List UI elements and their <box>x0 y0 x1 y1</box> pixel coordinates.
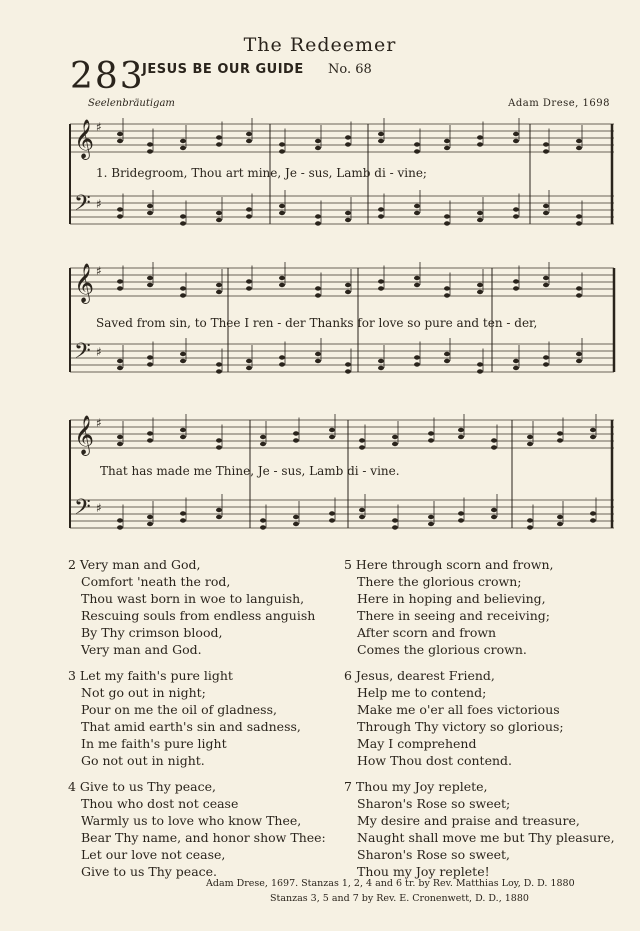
note-head <box>458 511 464 515</box>
verse-line: Go not out in night. <box>81 753 205 768</box>
note-head <box>279 283 285 287</box>
verse-line: Thou wast born in woe to languish, <box>81 591 305 606</box>
note-head <box>543 283 549 287</box>
verse-line: By Thy crimson blood, <box>81 625 223 640</box>
sharp-icon: ♯ <box>96 501 102 515</box>
note-head <box>557 438 563 442</box>
verse-line: There in seeing and receiving; <box>357 608 550 623</box>
right-verse <box>344 556 615 658</box>
note-head <box>414 211 420 215</box>
note-head <box>576 352 582 356</box>
note-head <box>315 221 321 225</box>
note-head <box>414 142 420 146</box>
note-head <box>117 366 123 370</box>
verse-line: 6 Jesus, dearest Friend, <box>344 668 495 683</box>
note-head <box>216 290 222 294</box>
note-head <box>180 352 186 356</box>
note-head <box>378 132 384 136</box>
note-head <box>345 218 351 222</box>
verse-line: Help me to contend; <box>357 685 487 700</box>
note-head <box>543 142 549 146</box>
bass-clef-icon: 𝄢 <box>74 495 91 525</box>
note-head <box>458 518 464 522</box>
note-head <box>477 290 483 294</box>
note-head <box>246 207 252 211</box>
note-head <box>117 518 123 522</box>
note-head <box>444 139 450 143</box>
note-head <box>147 149 153 153</box>
hymn-title: JESUS BE OUR GUIDE <box>142 62 304 77</box>
note-head <box>147 362 153 366</box>
note-head <box>444 293 450 297</box>
note-head <box>477 218 483 222</box>
note-head <box>216 369 222 373</box>
note-head <box>345 369 351 373</box>
note-head <box>576 146 582 150</box>
sharp-icon: ♯ <box>96 197 102 211</box>
note-head <box>180 293 186 297</box>
note-head <box>590 518 596 522</box>
verse-line: Very man and God. <box>81 642 202 657</box>
note-head <box>392 525 398 529</box>
note-head <box>428 522 434 526</box>
verse-line: Thou my Joy replete! <box>357 864 490 879</box>
sharp-icon: ♯ <box>96 345 102 359</box>
verse-line: May I comprehend <box>357 736 477 751</box>
note-head <box>180 221 186 225</box>
verse-line: Through Thy victory so glorious; <box>357 719 564 734</box>
verse-line: Sharon's Rose so sweet, <box>357 847 510 862</box>
verse-line: There the glorious crown; <box>357 574 522 589</box>
note-head <box>513 207 519 211</box>
note-head <box>216 211 222 215</box>
note-head <box>117 286 123 290</box>
note-head <box>557 515 563 519</box>
section-title: The Redeemer <box>243 34 397 56</box>
verse-line: Comes the glorious crown. <box>357 642 527 657</box>
note-head <box>147 438 153 442</box>
note-head <box>543 211 549 215</box>
verses-left <box>68 556 326 889</box>
verse-line: Sharon's Rose so sweet; <box>357 796 511 811</box>
note-head <box>345 135 351 139</box>
verse-line: 7 Thou my Joy replete, <box>344 779 488 794</box>
note-head <box>477 142 483 146</box>
note-head <box>279 362 285 366</box>
note-head <box>576 359 582 363</box>
verse-line: 5 Here through scorn and frown, <box>344 557 554 572</box>
note-head <box>576 214 582 218</box>
note-head <box>345 142 351 146</box>
note-head <box>359 445 365 449</box>
note-head <box>260 518 266 522</box>
note-head <box>477 211 483 215</box>
note-head <box>590 435 596 439</box>
note-head <box>180 139 186 143</box>
note-head <box>543 276 549 280</box>
note-head <box>293 438 299 442</box>
note-head <box>527 525 533 529</box>
note-head <box>279 149 285 153</box>
verse-line: Bear Thy name, and honor show Thee: <box>81 830 326 845</box>
note-head <box>293 522 299 526</box>
verse-line: My desire and praise and treasure, <box>357 813 580 828</box>
verse-line: Warmly us to love who know Thee, <box>81 813 302 828</box>
verse-line: How Thou dost contend. <box>357 753 512 768</box>
note-head <box>246 359 252 363</box>
note-head <box>378 359 384 363</box>
note-head <box>378 286 384 290</box>
note-head <box>279 355 285 359</box>
note-head <box>414 204 420 208</box>
note-head <box>293 431 299 435</box>
note-head <box>576 286 582 290</box>
note-head <box>117 435 123 439</box>
note-head <box>147 204 153 208</box>
note-head <box>527 435 533 439</box>
verse-line: Comfort 'neath the rod, <box>81 574 231 589</box>
note-head <box>246 286 252 290</box>
note-head <box>147 142 153 146</box>
note-head <box>378 279 384 283</box>
left-verse <box>68 778 326 880</box>
note-head <box>117 525 123 529</box>
verse-line: Naught shall move me but Thy pleasure, <box>357 830 615 845</box>
note-head <box>147 522 153 526</box>
note-head <box>315 352 321 356</box>
left-verse <box>68 667 326 769</box>
note-head <box>147 211 153 215</box>
note-head <box>216 283 222 287</box>
note-head <box>117 207 123 211</box>
note-head <box>246 279 252 283</box>
verse-line: That amid earth's sin and sadness, <box>81 719 301 734</box>
hymn-number-ref: No. 68 <box>328 62 372 77</box>
note-head <box>513 359 519 363</box>
composer: Adam Drese, 1698 <box>508 98 610 109</box>
note-head <box>180 511 186 515</box>
note-head <box>147 515 153 519</box>
note-head <box>444 286 450 290</box>
note-head <box>557 431 563 435</box>
note-head <box>513 279 519 283</box>
note-head <box>458 435 464 439</box>
note-head <box>491 508 497 512</box>
note-head <box>260 435 266 439</box>
note-head <box>147 283 153 287</box>
verse-line: 4 Give to us Thy peace, <box>68 779 216 794</box>
note-head <box>329 518 335 522</box>
verse-line: Rescuing souls from endless anguish <box>81 608 316 623</box>
verse-line: 2 Very man and God, <box>68 557 201 572</box>
note-head <box>147 431 153 435</box>
verse-line: Let our love not cease, <box>81 847 226 862</box>
verse-line: In me faith's pure light <box>81 736 227 751</box>
note-head <box>378 207 384 211</box>
note-head <box>117 214 123 218</box>
note-head <box>260 525 266 529</box>
note-head <box>527 442 533 446</box>
note-head <box>246 214 252 218</box>
note-head <box>392 518 398 522</box>
note-head <box>117 132 123 136</box>
note-head <box>216 515 222 519</box>
tune-name: Seelenbräutigam <box>88 98 175 109</box>
note-head <box>491 438 497 442</box>
note-head <box>180 518 186 522</box>
note-head <box>359 508 365 512</box>
note-head <box>117 279 123 283</box>
treble-clef-icon: 𝄞 <box>74 263 95 303</box>
note-head <box>378 214 384 218</box>
note-head <box>491 515 497 519</box>
note-head <box>216 508 222 512</box>
note-head <box>315 293 321 297</box>
note-head <box>378 366 384 370</box>
sharp-icon: ♯ <box>96 120 102 134</box>
sharp-icon: ♯ <box>96 416 102 430</box>
note-head <box>279 211 285 215</box>
footer-credit-1: Adam Drese, 1697. Stanzas 1, 2, 4 and 6 tr. by Rev. Matthias Loy, D. D. 1880 <box>206 878 575 889</box>
note-head <box>428 438 434 442</box>
note-head <box>458 428 464 432</box>
sharp-icon: ♯ <box>96 264 102 278</box>
note-head <box>428 515 434 519</box>
note-head <box>576 139 582 143</box>
note-head <box>477 135 483 139</box>
note-head <box>477 369 483 373</box>
note-head <box>543 149 549 153</box>
note-head <box>329 511 335 515</box>
note-head <box>180 214 186 218</box>
note-head <box>329 428 335 432</box>
verse-line: Pour on me the oil of gladness, <box>81 702 277 717</box>
note-head <box>117 139 123 143</box>
note-head <box>216 142 222 146</box>
note-head <box>414 283 420 287</box>
note-head <box>513 366 519 370</box>
note-head <box>543 362 549 366</box>
note-head <box>147 355 153 359</box>
bass-clef-icon: 𝄢 <box>74 339 91 369</box>
left-verse <box>68 556 326 658</box>
note-head <box>414 362 420 366</box>
note-head <box>444 359 450 363</box>
note-head <box>392 442 398 446</box>
note-head <box>543 204 549 208</box>
note-head <box>414 355 420 359</box>
verse-line: After scorn and frown <box>357 625 497 640</box>
note-head <box>513 214 519 218</box>
note-head <box>513 139 519 143</box>
footer-credit-2: Stanzas 3, 5 and 7 by Rev. E. Cronenwett, D. D., 1880 <box>270 893 529 904</box>
note-head <box>147 276 153 280</box>
note-head <box>590 428 596 432</box>
verse-line: Make me o'er all foes victorious <box>357 702 560 717</box>
right-verse <box>344 778 615 880</box>
note-head <box>246 132 252 136</box>
note-head <box>428 431 434 435</box>
note-head <box>329 435 335 439</box>
note-head <box>359 438 365 442</box>
bass-clef-icon: 𝄢 <box>74 191 91 221</box>
note-head <box>543 355 549 359</box>
note-head <box>246 139 252 143</box>
lyrics-line-1: 1. Bridegroom, Thou art mine, Je - sus, Lamb di - vine; <box>96 166 427 180</box>
note-head <box>315 214 321 218</box>
note-head <box>444 146 450 150</box>
note-head <box>378 139 384 143</box>
note-head <box>117 442 123 446</box>
note-head <box>477 283 483 287</box>
lyrics-line-2: Saved from sin, to Thee I ren - der Thanks for love so pure and ten - der, <box>96 316 538 330</box>
note-head <box>513 132 519 136</box>
verse-line: Here in hoping and believing, <box>357 591 546 606</box>
verse-line: Not go out in night; <box>81 685 206 700</box>
treble-clef-icon: 𝄞 <box>74 415 95 455</box>
note-head <box>444 352 450 356</box>
note-head <box>345 290 351 294</box>
note-head <box>279 204 285 208</box>
note-head <box>180 428 186 432</box>
note-head <box>444 214 450 218</box>
note-head <box>315 286 321 290</box>
note-head <box>491 445 497 449</box>
verse-line: 3 Let my faith's pure light <box>68 668 233 683</box>
note-head <box>216 438 222 442</box>
note-head <box>576 221 582 225</box>
note-head <box>216 135 222 139</box>
note-head <box>345 283 351 287</box>
note-head <box>260 442 266 446</box>
note-head <box>315 139 321 143</box>
lyrics-line-3: That has made me Thine, Je - sus, Lamb di - vine. <box>100 464 400 478</box>
note-head <box>293 515 299 519</box>
verses-right <box>344 556 615 889</box>
treble-clef-icon: 𝄞 <box>74 119 95 159</box>
note-head <box>444 221 450 225</box>
verse-line: Give to us Thy peace. <box>81 864 218 879</box>
note-head <box>180 435 186 439</box>
note-head <box>216 218 222 222</box>
note-head <box>527 518 533 522</box>
note-head <box>345 211 351 215</box>
note-head <box>414 149 420 153</box>
note-head <box>216 362 222 366</box>
note-head <box>180 146 186 150</box>
note-head <box>513 286 519 290</box>
note-head <box>576 293 582 297</box>
hymn-number: 283 <box>70 56 145 97</box>
note-head <box>315 359 321 363</box>
note-head <box>279 142 285 146</box>
note-head <box>414 276 420 280</box>
note-head <box>180 359 186 363</box>
note-head <box>117 359 123 363</box>
note-head <box>216 445 222 449</box>
note-head <box>392 435 398 439</box>
note-head <box>359 515 365 519</box>
note-head <box>477 362 483 366</box>
verse-line: Thou who dost not cease <box>81 796 239 811</box>
note-head <box>345 362 351 366</box>
note-head <box>246 366 252 370</box>
note-head <box>557 522 563 526</box>
right-verse <box>344 667 615 769</box>
note-head <box>180 286 186 290</box>
note-head <box>590 511 596 515</box>
note-head <box>279 276 285 280</box>
note-head <box>315 146 321 150</box>
